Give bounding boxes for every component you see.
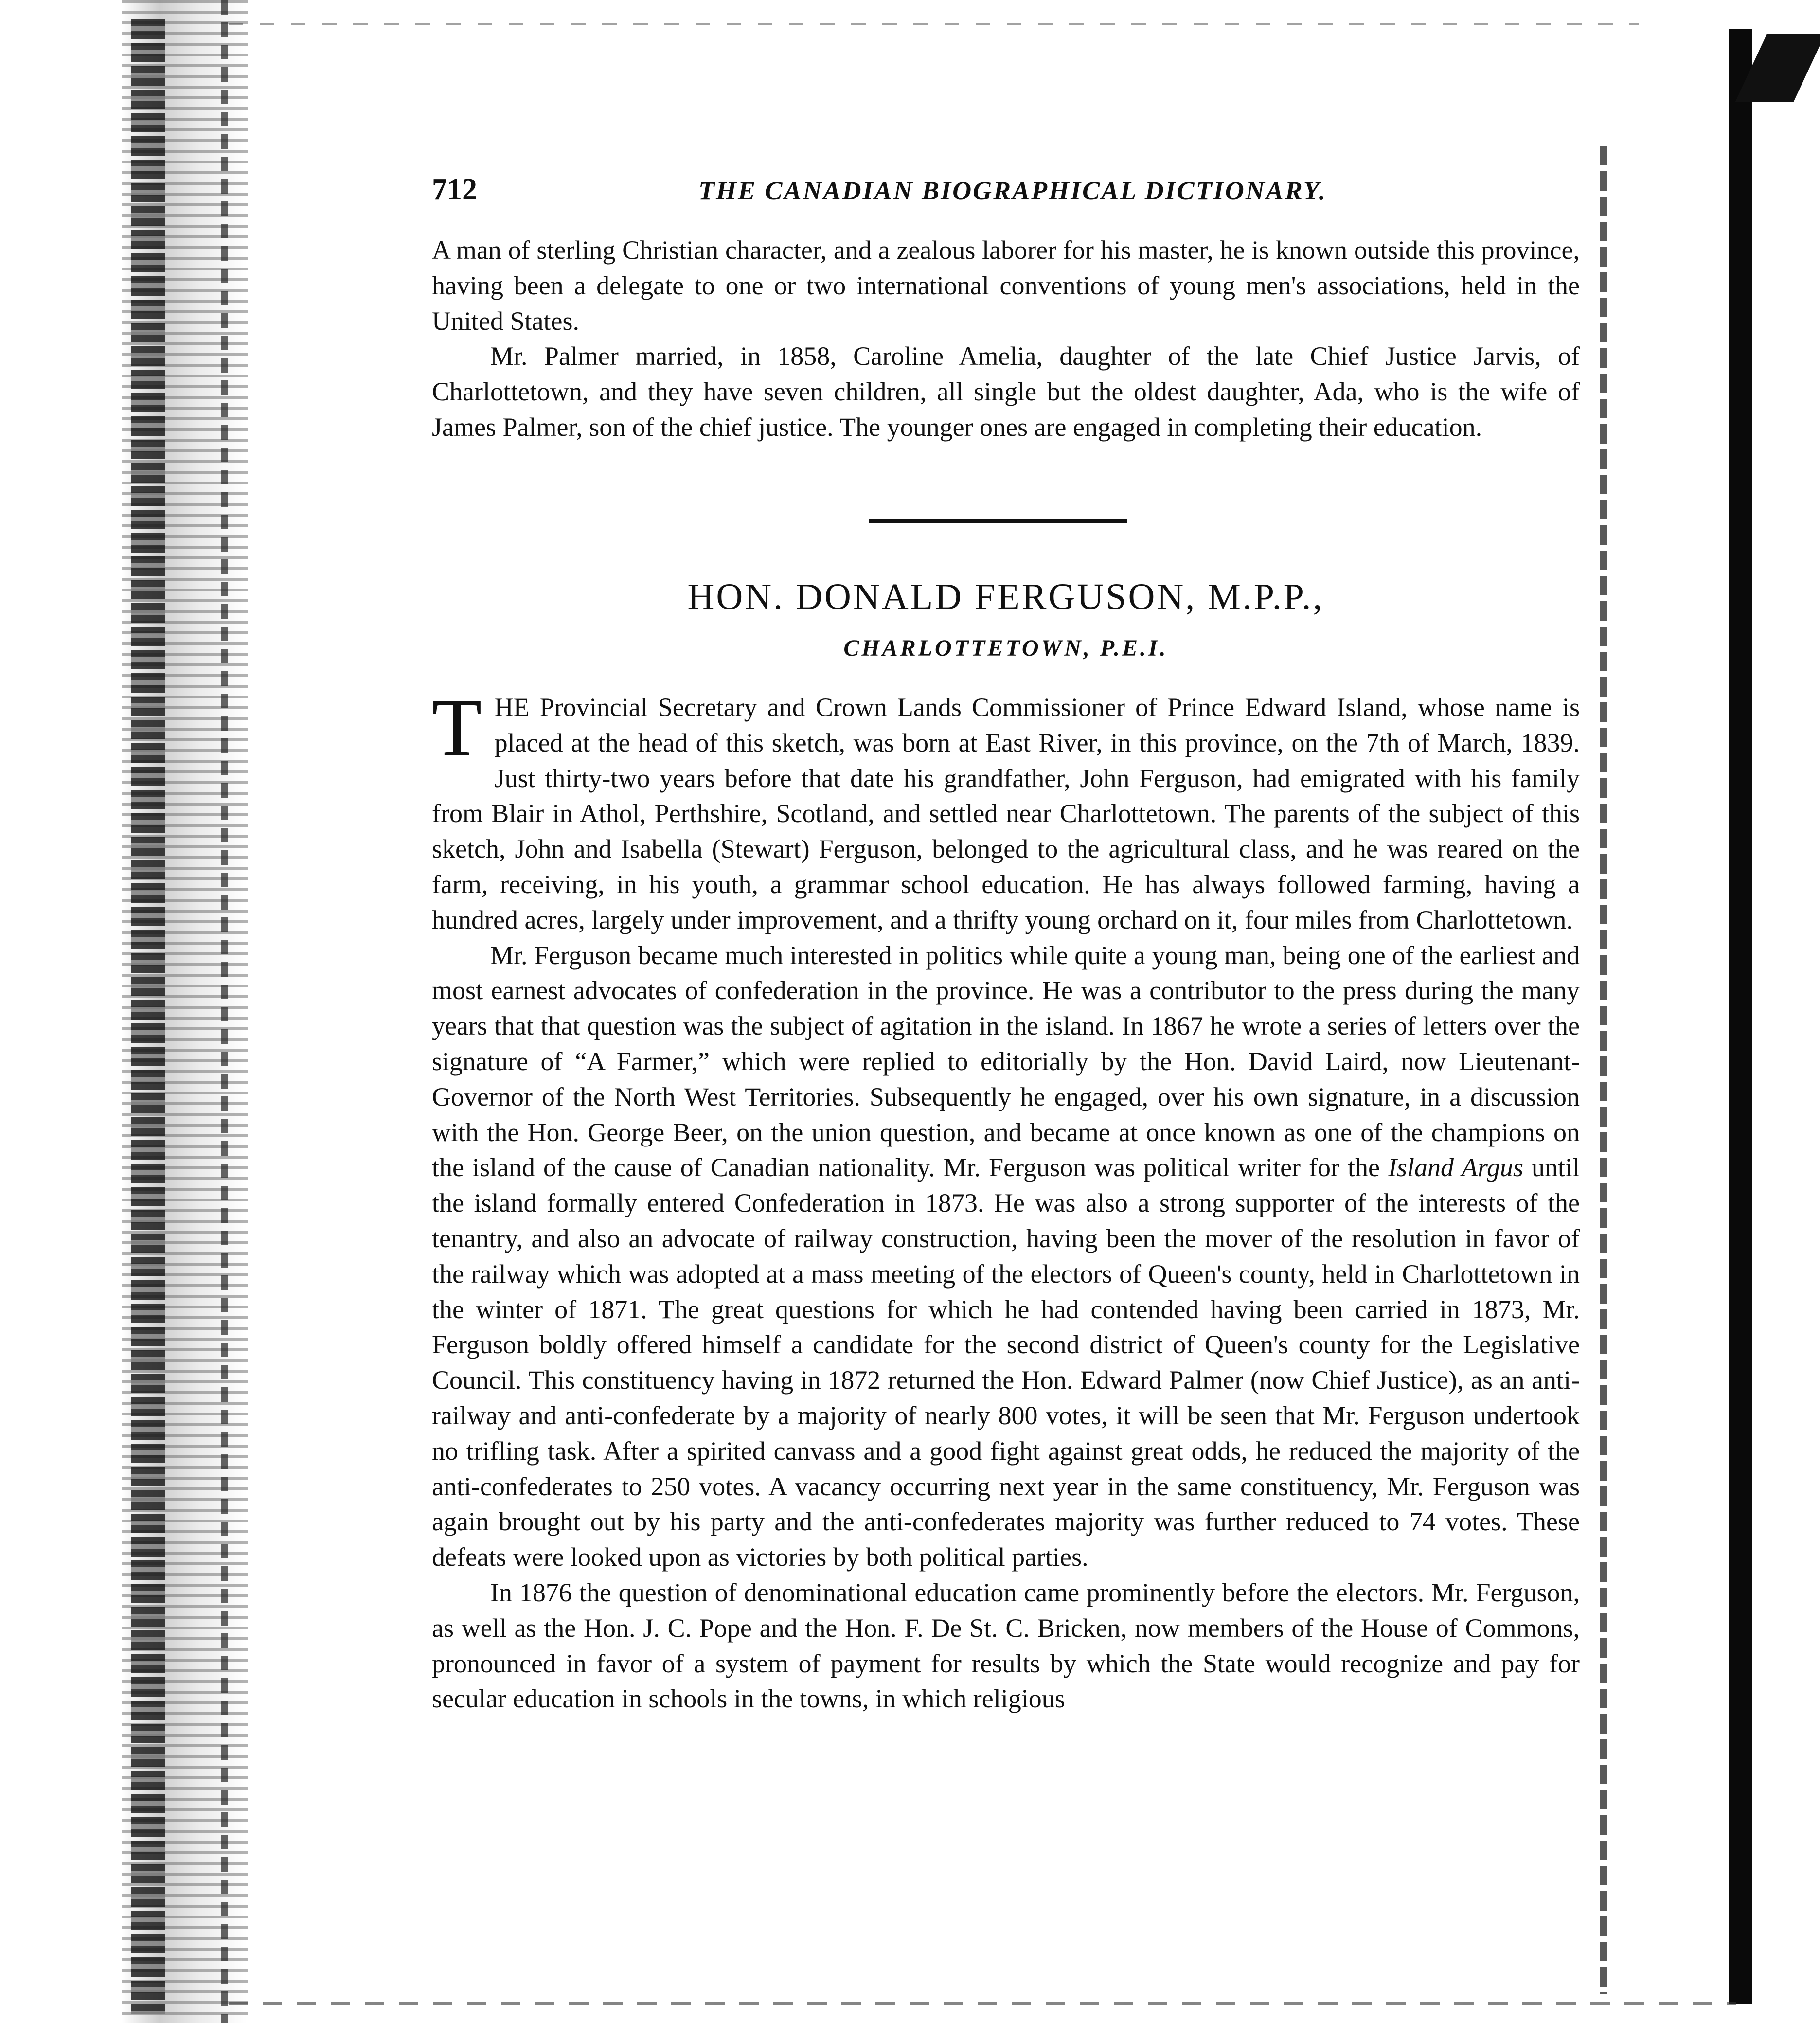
entry-text <box>432 682 1580 1717</box>
scan-bottom-edge <box>229 2002 1736 2005</box>
running-title: THE CANADIAN BIOGRAPHICAL DICTIONARY. <box>698 176 1327 205</box>
entry-paragraph-2-before: Mr. Ferguson became much interested in politics while quite a young man, being one of the earliest and most earnest advocates of confederation in the province. He was a contributor to the press during the many years that that question was the subject of agitation in the island. In 1867 he wrote a series of letters over the signature of “A Farmer,” which were replied to editorially by the Hon. David Laird, now Lieutenant-Governor of the North West Territories. Subsequently he engaged, over his own signature, in a discussion with the Hon. George Beer, on the union question, and became at once known as one of the champions on the island of the cause of Canadian nationality. Mr. Ferguson was political writer for the <box>432 940 1580 1182</box>
entry-title: HON. DONALD FERGUSON, M.P.P., <box>687 576 1324 617</box>
page-number: 712 <box>432 173 477 206</box>
scan-top-edge <box>229 23 1639 25</box>
scan-binding-line <box>221 0 228 2023</box>
entry-paragraph-1 <box>432 682 1580 938</box>
scan-binding-dark-edge <box>131 19 165 2014</box>
running-head <box>432 173 1580 212</box>
drop-cap: T <box>432 682 482 773</box>
scan-right-line <box>1600 146 1607 1994</box>
section-divider <box>869 519 1127 523</box>
entry-paragraph-2 <box>432 938 1580 1575</box>
scan-right-edge <box>1729 29 1752 2004</box>
entry-location: CHARLOTTETOWN, P.E.I. <box>843 635 1168 661</box>
previous-entry-paragraph-1: A man of sterling Christian character, and a zealous laborer for his master, he is known outside this province, having been a delegate to one or two international conventions of young men's associations, held in the United States. <box>432 235 1580 336</box>
entry-paragraph-3: In 1876 the question of denominational education came prominently before the electors. Mr. Ferguson, as well as the Hon. J. C. Pope and the Hon. F. De St. C. Bricken, now members of the House of Commons, pronounced in favor of a system of payment for results by which the State would recognize and pay for secular education in schools in the towns, in which religious <box>432 1577 1580 1714</box>
entry-paragraph-2-after: until the island formally entered Confederation in 1873. He was also a strong supporter of the interests of the tenantry, and also an advocate of railway construction, having been the mover of the resolution in favor of the railway which was adopted at a mass meeting of the electors of Queen's county, held in Charlottetown in the winter of 1871. The great questions for which he had contended having been carried in 1873, Mr. Ferguson boldly offered himself a candidate for the second district of Queen's county for the Legislative Council. This constituency having in 1872 returned the Hon. Edward Palmer (now Chief Justice), as an anti-railway and anti-confederate by a majority of nearly 800 votes, it will be seen that Mr. Ferguson undertook no trifling task. After a spirited canvass and a good fight against great odds, he reduced the majority of the anti-confederates to 250 votes. A vacancy occurring next year in the same constituency, Mr. Ferguson was again brought out by his party and the anti-confederates majority was further reduced to 74 votes. These defeats were looked upon as victories by both political parties. <box>432 1153 1580 1572</box>
newspaper-title: Island Argus <box>1388 1153 1523 1182</box>
entry-paragraph-1-text: HE Provincial Secretary and Crown Lands Commissioner of Prince Edward Island, whose name is placed at the head of this sketch, was born at East River, in this province, on the 7th of March, 1839. Just thirty-two years before that date his grandfather, John Ferguson, had emigrated with his family from Blair in Athol, Perthshire, Scotland, and settled near Charlottetown. The parents of the subject of this sketch, John and Isabella (Stewart) Ferguson, belonged to the agricultural class, and he was reared on the farm, receiving, in his youth, a grammar school education. He has always followed farming, having a hundred acres, largely under improvement, and a thrifty young orchard on it, four miles from Charlottetown. <box>432 693 1580 934</box>
previous-entry-text <box>432 233 1580 445</box>
previous-entry-paragraph-2: Mr. Palmer married, in 1858, Caroline Amelia, daughter of the late Chief Justice Jarvis, of Charlottetown, and they have seven children, all single but the oldest daughter, Ada, who is the wife of James Palmer, son of the chief justice. The younger ones are engaged in completing their education. <box>432 341 1580 442</box>
